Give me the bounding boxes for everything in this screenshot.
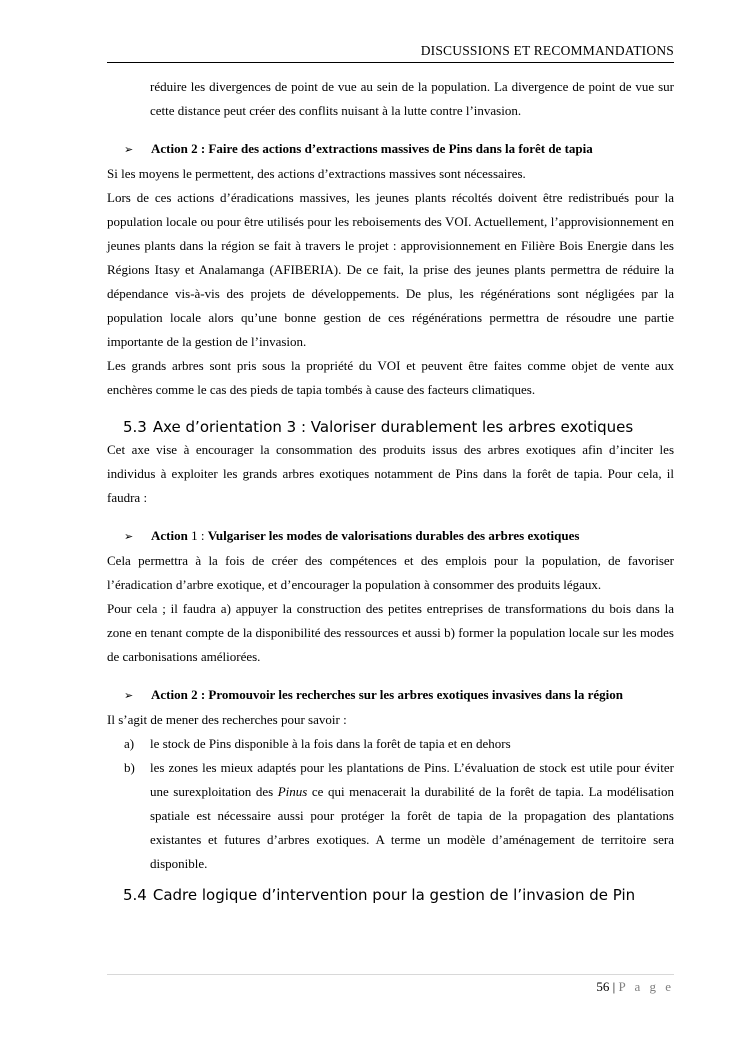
page-number: 56: [596, 979, 610, 994]
arrow-bullet-icon: ➢: [124, 531, 134, 543]
list-item: [107, 732, 674, 756]
list-item-text: les zones les mieux adaptés pour les plantations de Pins. L’évaluation de stock est utile pour éviter une surexploitation des: [150, 760, 674, 799]
list-item-text: le stock de Pins disponible à la fois dans la forêt de tapia et en dehors: [150, 736, 511, 751]
continued-paragraph: réduire les divergences de point de vue au sein de la population. La divergence de point de vue sur cette distance peut créer des conflits nuisant à la lutte contre l’invasion.: [150, 79, 674, 118]
arrow-bullet-icon: ➢: [124, 690, 134, 702]
paragraph: Pour cela ; il faudra a) appuyer la construction des petites entreprises de transformations du bois dans la zone en tenant compte de la disponibilité des ressources et aussi b) former la population locale sur les modes de carbonisations améliorées.: [107, 601, 674, 664]
action-label-prefix: Action: [151, 528, 188, 543]
section-title: Cadre logique d’intervention pour la gestion de l’invasion de Pin: [152, 886, 636, 904]
page-footer: [596, 978, 674, 996]
action-label: Action 2 : Faire des actions d’extractions massives de Pins dans la forêt de tapia: [151, 141, 593, 156]
page-label: P a g e: [618, 979, 674, 994]
page-content: [107, 75, 674, 906]
list-item-text: ce qui menacerait la durabilité de la forêt de tapia. La modélisation spatiale est nécessaire aussi pour protéger la forêt de tapia de la propagation des plantations existantes et futures d’arbres exotiques. A terme un modèle d’aménagement de territoire sera disponible.: [150, 784, 674, 871]
action-heading-vulgariser: [107, 524, 674, 549]
arrow-bullet-icon: ➢: [124, 144, 134, 156]
paragraph: Cet axe vise à encourager la consommation des produits issus des arbres exotiques afin d’inciter les individus à exploiter les grands arbres exotiques notamment de Pins dans la forêt de tapia. Pour cela, il faudra :: [107, 442, 674, 505]
paragraph: Lors de ces actions d’éradications massives, les jeunes plants récoltés doivent être redistribués pour la population locale ou pour être utilisés pour les reboisements des VOI. Actuellement, l’approvisionnement en jeunes plants dans la région se fait à travers le projet : approvisionnement en Filière Bois Energie dans les Régions Itasy et Analamanga (AFIBERIA). De ce fait, la prise des jeunes plants permettra de réduire la dépendance vis-à-vis des projets de développements. De plus, les régénérations sont négligées par la population locale alors qu’une bonne gestion de ces régénérations permettra de résoudre une partie importante de la gestion de l’invasion.: [107, 190, 674, 349]
species-name: Pinus: [277, 784, 308, 799]
list-marker: b): [124, 760, 135, 775]
action-label: Vulgariser les modes de valorisations durables des arbres exotiques: [207, 528, 580, 543]
action-heading-extractions: [107, 137, 674, 162]
paragraph: Il s’agit de mener des recherches pour savoir :: [107, 712, 347, 727]
paragraph: Les grands arbres sont pris sous la propriété du VOI et peuvent être faites comme objet de vente aux enchères comme le cas des pieds de tapia tombés à cause des facteurs climatiques.: [107, 358, 674, 397]
paragraph: Si les moyens le permettent, des actions d’extractions massives sont nécessaires.: [107, 166, 526, 181]
action-label-number: 1 :: [187, 528, 208, 543]
section-heading-5-4: [107, 884, 674, 906]
list-item: [107, 756, 674, 876]
research-list: [107, 732, 674, 876]
action-label: Action 2 : Promouvoir les recherches sur les arbres exotiques invasives dans la région: [151, 687, 623, 702]
footer-rule: [107, 974, 674, 975]
list-marker: a): [124, 736, 135, 751]
section-heading-5-3: [107, 416, 674, 438]
running-header: [107, 42, 674, 63]
section-title: Axe d’orientation 3 : Valoriser durablement les arbres exotiques: [152, 418, 634, 436]
section-number: 5.3: [123, 418, 147, 436]
section-number: 5.4: [123, 886, 147, 904]
paragraph: Cela permettra à la fois de créer des compétences et des emplois pour la population, de favoriser l’éradication d’arbre exotique, et d’encourager la population à consommer des produits légaux.: [107, 553, 674, 592]
action-heading-recherches: [107, 683, 674, 708]
footer-separator: |: [609, 979, 619, 994]
header-title: DISCUSSIONS ET RECOMMANDATIONS: [420, 43, 674, 58]
